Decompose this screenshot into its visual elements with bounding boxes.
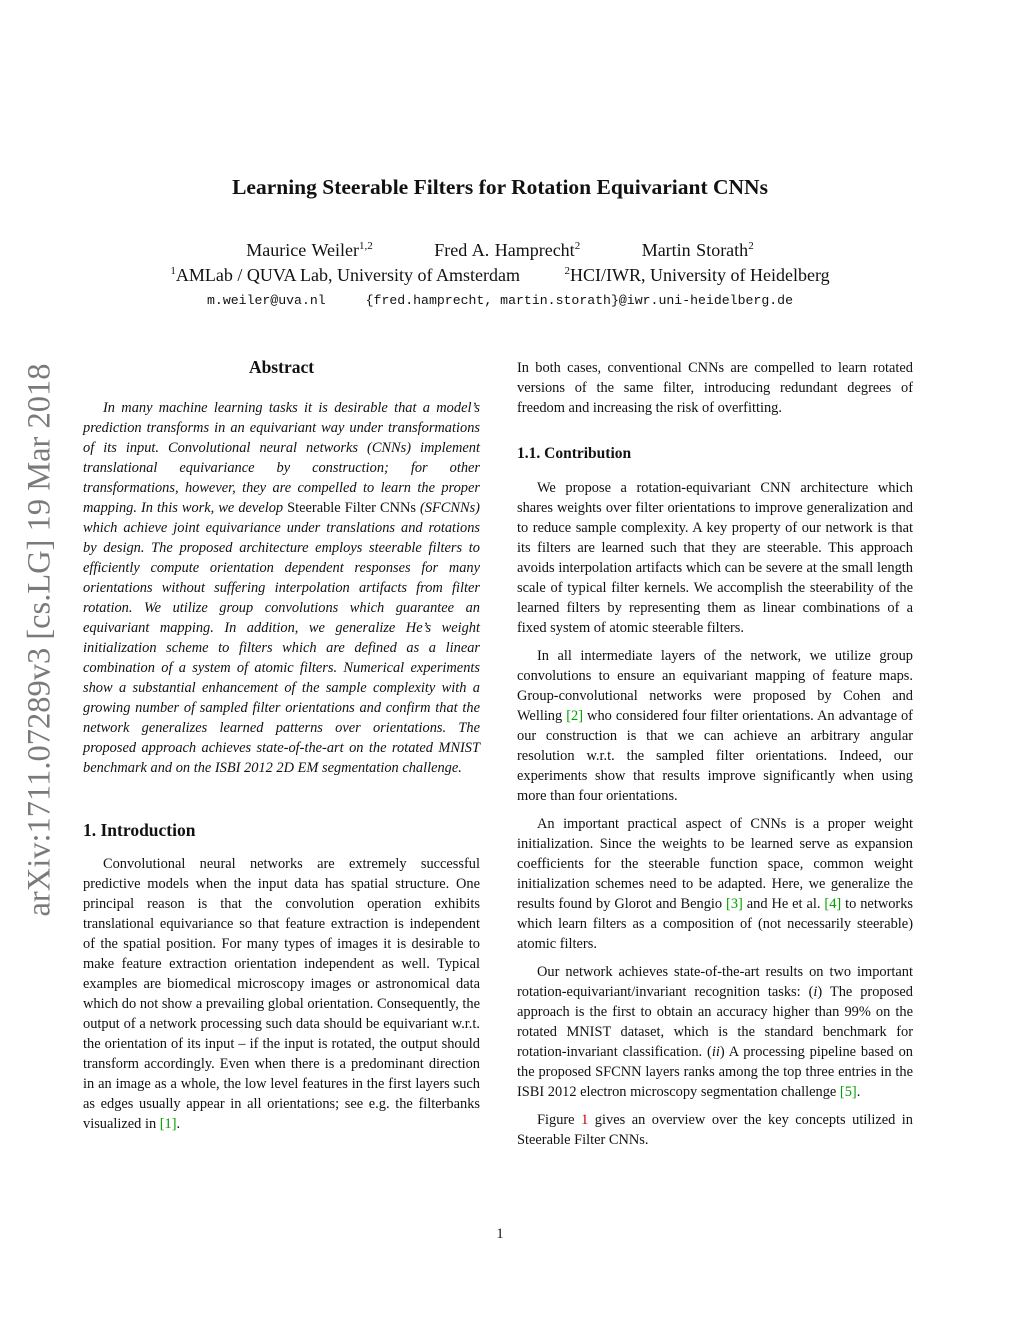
- author-list: [0, 240, 1000, 261]
- arxiv-stamp: arXiv:1711.07289v3 [cs.LG] 19 Mar 2018: [21, 363, 58, 917]
- contribution-paragraph: In all intermediate layers of the network, we utilize group convolutions to ensure an equivariant mapping of feature maps. Group-convolutional networks were proposed by Cohen and Welling [2] who considered four filter orientations. An advantage of our construction is that we can achieve an arbitrary angular resolution w.r.t. the sampled filter orientations. Indeed, our experiments show that results improve significantly when using more than four orientations.: [517, 648, 913, 804]
- citation-link[interactable]: [2]: [566, 708, 584, 724]
- contribution-paragraph: We propose a rotation-equivariant CNN architecture which shares weights over filter orientations to improve generalization and to reduce sample complexity. A key property of our network is that its filters are learned such that they are steerable. This approach avoids interpolation artifacts which can be severe at the small length scale of typical filter kernels. We accomplish the steerability of the learned filters by representing them as linear combinations of a fixed system of atomic steerable filters.: [517, 480, 913, 636]
- paper-title: Learning Steerable Filters for Rotation Equivariant CNNs: [232, 175, 768, 199]
- citation-link[interactable]: [4]: [824, 896, 842, 912]
- figure-link[interactable]: 1: [581, 1112, 589, 1128]
- intro-continuation: In both cases, conventional CNNs are compelled to learn rotated versions of the same filter, introducing redundant degrees of freedom and increasing the risk of overfitting.: [517, 360, 913, 416]
- abstract-text: In many machine learning tasks it is desirable that a model’s prediction transforms in an equivariant way under transformations of its input. Convolutional neural networks (CNNs) implement translational equivariance by construction; for other transformations, however, they are compelled to learn the proper mapping. In this work, we develop Steerable Filter CNNs (SFCNNs) which achieve joint equivariance under translations and rotations by design. The proposed architecture employs steerable filters to efficiently compute orientation dependent responses for many orientations without suffering interpolation artifacts from filter rotation. We utilize group convolutions which guarantee an equivariant mapping. In addition, we generalize He’s weight initialization scheme to filters which are defined as a linear combination of a system of atomic filters. Numerical experiments show a substantial enhancement of the sample complexity with a growing number of sampled filter orientations and confirm that the network generalizes learned patterns over orientations. The proposed approach achieves state-of-the-art on the rotated MNIST benchmark and on the ISBI 2012 2D EM segmentation challenge.: [83, 400, 480, 776]
- author-weiler: Maurice Weiler$^{1,2}$: [246, 240, 373, 260]
- contribution-paragraph: Figure 1 gives an overview over the key concepts utilized in Steerable Filter CNNs.: [517, 1112, 914, 1148]
- affiliation-list: [0, 265, 1000, 286]
- contribution-paragraph: Our network achieves state-of-the-art results on two important rotation-equivariant/invariant recognition tasks: (i) The proposed approach is the first to obtain an accuracy higher than 99% on the rotated MNIST dataset, which is the standard benchmark for rotation-invariant classification. (ii) A processing pipeline based on the proposed SFCNN layers ranks among the top three entries in the ISBI 2012 electron microscopy segmentation challenge [5].: [517, 964, 913, 1100]
- author-hamprecht: Fred A. Hamprecht$^2$: [434, 240, 581, 260]
- citation-link[interactable]: [3]: [726, 896, 743, 912]
- citation-link[interactable]: [5]: [839, 1084, 857, 1100]
- introduction-paragraph: Convolutional neural networks are extremely successful predictive models when the input data has spatial structure. One principal reason is that the convolution operation exhibits translational equivariance so that feature extraction is independent of the spatial position. For many types of images it is desirable to make feature extraction orientation independent as well. Typical examples are biomedical microscopy images or astronomical data which do not show a prevailing global orientation. Consequently, the output of a network processing such data should be equivariant w.r.t. the orientation of its input – if the input is rotated, the output should transform accordingly. Even when there is a predominant direction in an image as a whole, the low level features in the first layers such as edges usually appear in all orientations; see e.g. the filterbanks visualized in [1].: [83, 856, 480, 1132]
- contribution-paragraph: An important practical aspect of CNNs is a proper weight initialization. Since the weights to be learned serve as expansion coefficients for the steerable function space, common weight initialization schemes need to be adapted. Here, we generalize the results found by Glorot and Bengio [3] and He et al. [4] to networks which learn filters as a composition of (not necessarily steerable) atomic filters.: [517, 816, 913, 952]
- introduction-heading: 1. Introduction: [83, 820, 196, 840]
- citation-link[interactable]: [1]: [159, 1116, 177, 1132]
- abstract-heading: Abstract: [248, 357, 315, 377]
- affiliation-heidelberg: $^2$HCI/IWR, University of Heidelberg: [564, 265, 830, 285]
- left-column: [83, 352, 480, 1142]
- contribution-heading: 1.1. Contribution: [517, 445, 632, 462]
- email-weiler: m.weiler@uva.nl: [207, 293, 326, 308]
- email-heidelberg: {fred.hamprecht, martin.storath}@iwr.uni-heidelberg.de: [365, 293, 793, 308]
- email-list: [0, 293, 1000, 308]
- right-column: [517, 358, 913, 1158]
- page-number: 1: [496, 1226, 504, 1242]
- author-storath: Martin Storath$^2$: [641, 240, 754, 260]
- affiliation-amsterdam: $^1$AMLab / QUVA Lab, University of Amsterdam: [170, 265, 520, 285]
